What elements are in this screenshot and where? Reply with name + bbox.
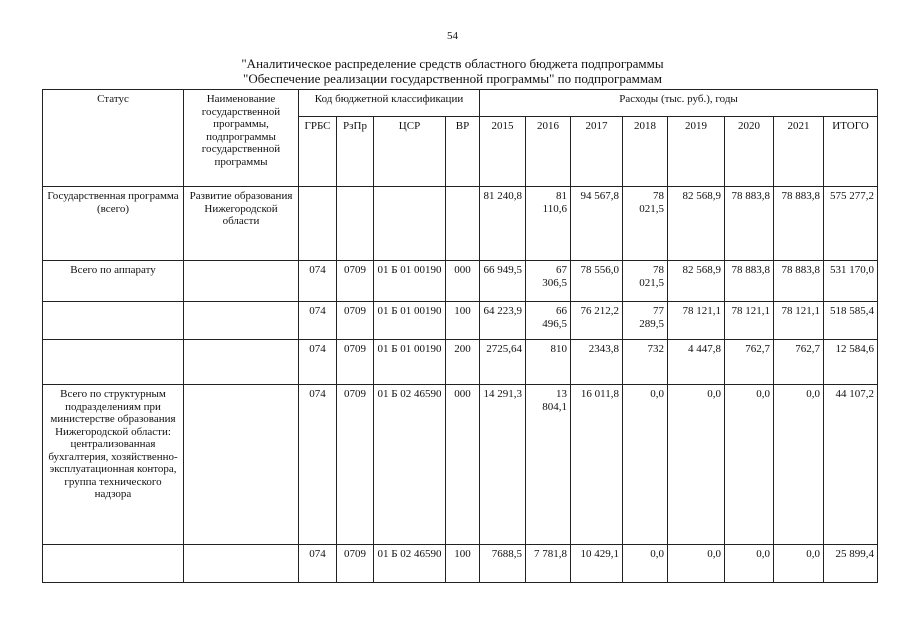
row-value: 762,7: [725, 340, 774, 385]
row-rzpr: 0709: [337, 302, 374, 340]
row-name: [184, 545, 299, 583]
row-vr: 000: [446, 385, 480, 545]
header-total: ИТОГО: [824, 117, 878, 187]
row-value: 78 883,8: [774, 261, 824, 302]
row-grbs: 074: [299, 340, 337, 385]
row-value: 0,0: [623, 545, 668, 583]
row-value: 10 429,1: [571, 545, 623, 583]
row-csr: 01 Б 01 00190: [374, 261, 446, 302]
row-grbs: 074: [299, 545, 337, 583]
row-total: 12 584,6: [824, 340, 878, 385]
row-rzpr: 0709: [337, 385, 374, 545]
row-csr: [374, 187, 446, 261]
row-value: 78 121,1: [725, 302, 774, 340]
row-value: 78 021,5: [623, 187, 668, 261]
header-year: 2015: [480, 117, 526, 187]
header-year: 2020: [725, 117, 774, 187]
table-row: [43, 545, 878, 583]
row-name: [184, 302, 299, 340]
row-csr: 01 Б 02 46590: [374, 385, 446, 545]
row-value: 0,0: [774, 545, 824, 583]
row-value: 13 804,1: [526, 385, 571, 545]
row-value: 2343,8: [571, 340, 623, 385]
row-value: 82 568,9: [668, 187, 725, 261]
header-expenses-group: Расходы (тыс. руб.), годы: [480, 90, 878, 117]
row-status: [43, 340, 184, 385]
row-value: 78 121,1: [668, 302, 725, 340]
row-total: 575 277,2: [824, 187, 878, 261]
row-value: 0,0: [774, 385, 824, 545]
header-year: 2018: [623, 117, 668, 187]
row-value: 78 883,8: [725, 187, 774, 261]
row-vr: 100: [446, 302, 480, 340]
header-status: Статус: [43, 90, 184, 187]
row-name: [184, 340, 299, 385]
row-total: 25 899,4: [824, 545, 878, 583]
row-value: 0,0: [725, 385, 774, 545]
row-value: 66 949,5: [480, 261, 526, 302]
row-value: 67 306,5: [526, 261, 571, 302]
row-rzpr: 0709: [337, 340, 374, 385]
row-vr: [446, 187, 480, 261]
row-value: 78 556,0: [571, 261, 623, 302]
row-value: 0,0: [668, 545, 725, 583]
page-number: 54: [447, 30, 458, 42]
row-grbs: 074: [299, 302, 337, 340]
row-value: 76 212,2: [571, 302, 623, 340]
row-csr: 01 Б 01 00190: [374, 340, 446, 385]
header-grbs: ГРБС: [299, 117, 337, 187]
row-value: 77 289,5: [623, 302, 668, 340]
row-csr: 01 Б 02 46590: [374, 545, 446, 583]
row-value: 4 447,8: [668, 340, 725, 385]
row-status: [43, 545, 184, 583]
row-value: 82 568,9: [668, 261, 725, 302]
row-value: 0,0: [725, 545, 774, 583]
row-total: 518 585,4: [824, 302, 878, 340]
row-total: 44 107,2: [824, 385, 878, 545]
row-value: 16 011,8: [571, 385, 623, 545]
row-rzpr: 0709: [337, 545, 374, 583]
row-value: 762,7: [774, 340, 824, 385]
row-value: 78 021,5: [623, 261, 668, 302]
row-vr: 100: [446, 545, 480, 583]
header-csr: ЦСР: [374, 117, 446, 187]
header-vr: ВР: [446, 117, 480, 187]
row-value: 81 110,6: [526, 187, 571, 261]
title-line-1: "Аналитическое распределение средств областного бюджета подпрограммы: [241, 56, 664, 71]
row-name: Развитие образования Нижегородской области: [184, 187, 299, 261]
header-year: 2016: [526, 117, 571, 187]
row-name: [184, 261, 299, 302]
row-value: 14 291,3: [480, 385, 526, 545]
row-value: 7688,5: [480, 545, 526, 583]
row-value: 810: [526, 340, 571, 385]
row-value: 64 223,9: [480, 302, 526, 340]
row-vr: 000: [446, 261, 480, 302]
header-year: 2019: [668, 117, 725, 187]
row-status: Всего по аппарату: [43, 261, 184, 302]
title-line-2: "Обеспечение реализации государственной программы" по подпрограммам: [243, 71, 662, 86]
row-csr: 01 Б 01 00190: [374, 302, 446, 340]
row-grbs: [299, 187, 337, 261]
header-rzpr: РзПр: [337, 117, 374, 187]
row-status: Государственная программа (всего): [43, 187, 184, 261]
header-code-group: Код бюджетной классификации: [299, 90, 480, 117]
table-row: [43, 261, 878, 302]
row-value: 732: [623, 340, 668, 385]
row-grbs: 074: [299, 261, 337, 302]
row-name: [184, 385, 299, 545]
row-vr: 200: [446, 340, 480, 385]
row-value: 66 496,5: [526, 302, 571, 340]
header-year: 2021: [774, 117, 824, 187]
row-value: 2725,64: [480, 340, 526, 385]
row-value: 94 567,8: [571, 187, 623, 261]
row-value: 7 781,8: [526, 545, 571, 583]
header-year: 2017: [571, 117, 623, 187]
row-rzpr: [337, 187, 374, 261]
row-rzpr: 0709: [337, 261, 374, 302]
table-row: [43, 302, 878, 340]
row-value: 78 121,1: [774, 302, 824, 340]
row-value: 0,0: [623, 385, 668, 545]
row-total: 531 170,0: [824, 261, 878, 302]
header-name: Наименование государственной программы, подпрограммы государственной программы: [184, 90, 299, 187]
budget-table: [42, 89, 878, 583]
table-row: [43, 340, 878, 385]
document-title: [0, 56, 905, 86]
row-status: Всего по структурным подразделениям при министерстве образования Нижегородской области: централизованная бухгалтерия, хозяйственно-эксплуатационная контора, группа технического надзора: [43, 385, 184, 545]
row-status: [43, 302, 184, 340]
row-value: 78 883,8: [725, 261, 774, 302]
row-grbs: 074: [299, 385, 337, 545]
table-row: [43, 187, 878, 261]
row-value: 0,0: [668, 385, 725, 545]
table-row: [43, 385, 878, 545]
row-value: 81 240,8: [480, 187, 526, 261]
row-value: 78 883,8: [774, 187, 824, 261]
